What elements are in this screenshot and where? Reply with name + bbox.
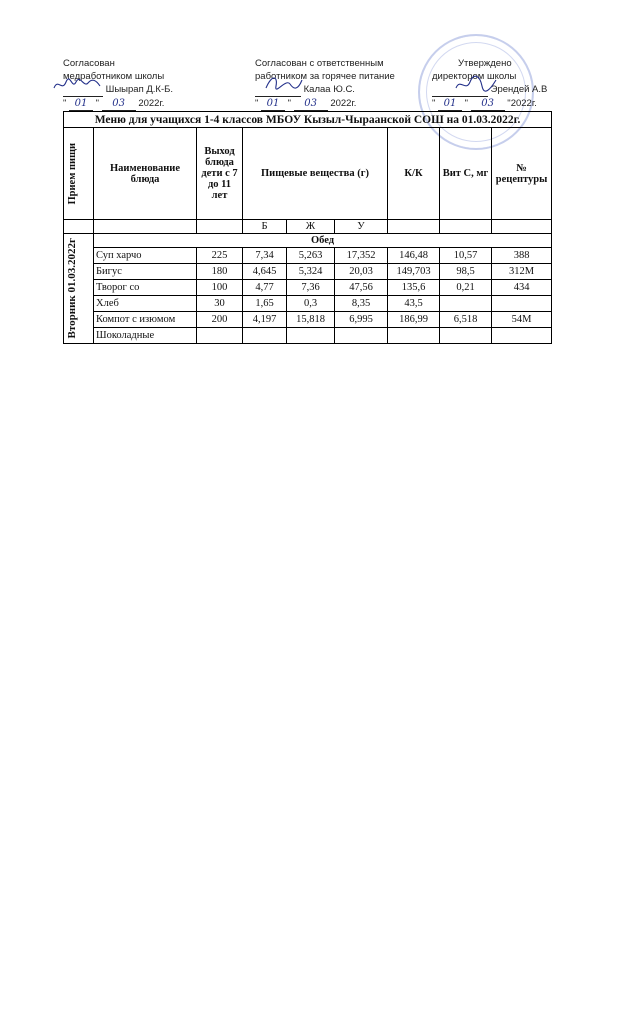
approval-label: Согласован [63, 58, 115, 69]
date-year: 2022г. [138, 98, 165, 109]
fat-value: 7,36 [287, 280, 335, 296]
date-day: 01 [261, 97, 285, 111]
header-meal-text: Прием пищи [66, 142, 78, 205]
signer-name: Шыырап Д.К-Б. [105, 84, 173, 95]
protein-value: 4,645 [243, 264, 287, 280]
protein-value: 4,77 [243, 280, 287, 296]
recipe-value [492, 296, 552, 312]
table-row [64, 312, 552, 328]
kk-value: 43,5 [388, 296, 440, 312]
recipe-value: 54М [492, 312, 552, 328]
sub-empty [388, 220, 440, 234]
approval-role: директором школы [432, 71, 517, 82]
protein-value: 7,34 [243, 248, 287, 264]
sub-b: Б [243, 220, 287, 234]
date-month: 03 [102, 97, 136, 111]
vitc-value: 98,5 [440, 264, 492, 280]
fat-value: 0,3 [287, 296, 335, 312]
sub-zh: Ж [287, 220, 335, 234]
vitc-value: 6,518 [440, 312, 492, 328]
approval-role: работником за горячее питание [255, 71, 395, 82]
vitc-value: 0,21 [440, 280, 492, 296]
table-row [64, 280, 552, 296]
carb-value: 17,352 [335, 248, 388, 264]
sub-empty [64, 220, 94, 234]
recipe-value [492, 328, 552, 344]
fat-value: 15,818 [287, 312, 335, 328]
dish-name: Суп харчо [94, 248, 197, 264]
date-month: 03 [471, 97, 505, 111]
carb-value [335, 328, 388, 344]
recipe-value: 434 [492, 280, 552, 296]
handwritten-signature-middle [262, 70, 306, 96]
dish-name: Творог со [94, 280, 197, 296]
date-month: 03 [294, 97, 328, 111]
kk-value [388, 328, 440, 344]
menu-table [63, 111, 552, 344]
vitc-value [440, 296, 492, 312]
protein-value [243, 328, 287, 344]
carb-value: 47,56 [335, 280, 388, 296]
date-line: " 01 " 03 "2022г. [432, 98, 537, 109]
dish-output: 225 [197, 248, 243, 264]
date-line: " 01 " 03 2022г. [255, 98, 357, 109]
fat-value: 5,263 [287, 248, 335, 264]
dish-output: 100 [197, 280, 243, 296]
recipe-value: 312М [492, 264, 552, 280]
handwritten-signature-left [52, 74, 102, 96]
vitc-value [440, 328, 492, 344]
date-day: 01 [438, 97, 462, 111]
dish-name: Шоколадные [94, 328, 197, 344]
dish-output: 180 [197, 264, 243, 280]
date-day: 01 [69, 97, 93, 111]
dish-name: Компот с изюмом [94, 312, 197, 328]
signer-name: Эрендей А.В [490, 84, 548, 95]
approval-label: Согласован с ответственным [255, 58, 384, 69]
table-row [64, 328, 552, 344]
dish-output: 200 [197, 312, 243, 328]
dish-name: Хлеб [94, 296, 197, 312]
table-row [64, 296, 552, 312]
fat-value: 5,324 [287, 264, 335, 280]
approval-label: Утверждено [458, 58, 512, 69]
kk-value: 149,703 [388, 264, 440, 280]
header-output: Выход блюда дети с 7 до 11 лет [197, 128, 243, 220]
sub-u: У [335, 220, 388, 234]
sub-empty [197, 220, 243, 234]
approval-role: медработником школы [63, 71, 165, 82]
table-row [64, 264, 552, 280]
day-cell [64, 234, 94, 344]
header-dish: Наименование блюда [94, 128, 197, 220]
vitc-value: 10,57 [440, 248, 492, 264]
header-meal [64, 128, 94, 220]
header-nutrients: Пищевые вещества (г) [243, 128, 388, 220]
dish-output [197, 328, 243, 344]
sub-empty [94, 220, 197, 234]
sub-empty [492, 220, 552, 234]
carb-value: 20,03 [335, 264, 388, 280]
protein-value: 1,65 [243, 296, 287, 312]
kk-value: 135,6 [388, 280, 440, 296]
table-row [64, 248, 552, 264]
date-year: 2022г. [510, 98, 537, 109]
carb-value: 6,995 [335, 312, 388, 328]
sub-empty [440, 220, 492, 234]
fat-value [287, 328, 335, 344]
handwritten-signature-right [452, 72, 498, 98]
signer-name: Калаа Ю.С. [303, 84, 355, 95]
table-title: Меню для учащихся 1-4 классов МБОУ Кызыл-Чыраанской СОШ на 01.03.2022г. [64, 112, 552, 128]
carb-value: 8,35 [335, 296, 388, 312]
kk-value: 186,99 [388, 312, 440, 328]
header-kk: К/К [388, 128, 440, 220]
kk-value: 146,48 [388, 248, 440, 264]
header-recipe: № рецептуры [492, 128, 552, 220]
day-label: Вторник 01.03.2022г [65, 238, 78, 339]
recipe-value: 388 [492, 248, 552, 264]
section-title: Обед [94, 234, 552, 248]
dish-name: Бигус [94, 264, 197, 280]
protein-value: 4,197 [243, 312, 287, 328]
date-line: " 01 " 03 2022г. [63, 98, 165, 109]
dish-output: 30 [197, 296, 243, 312]
header-vitc: Вит С, мг [440, 128, 492, 220]
date-year: 2022г. [330, 98, 357, 109]
